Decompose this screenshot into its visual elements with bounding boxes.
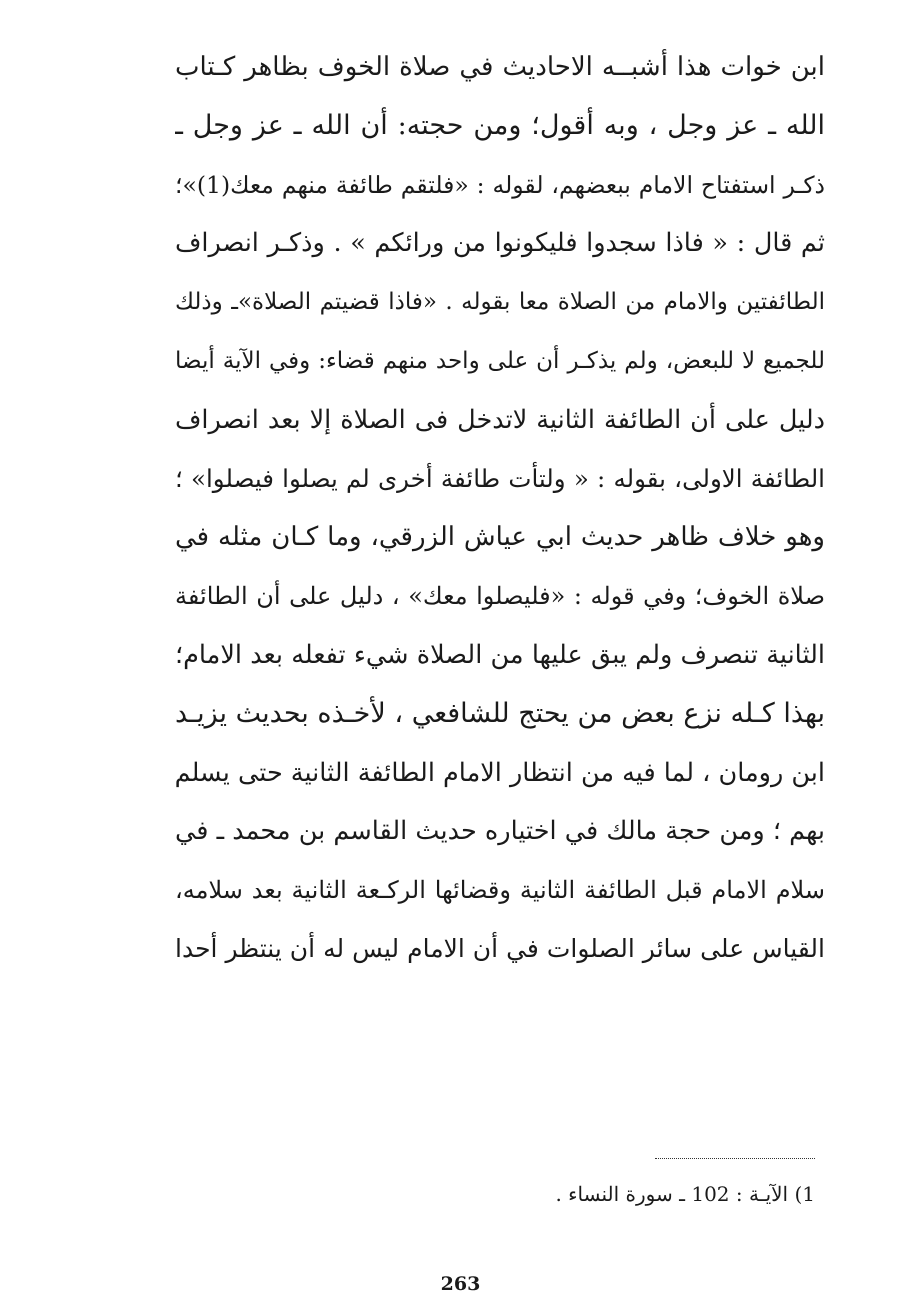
text-line: بهذا كـله نزع بعض من يحتج للشافعي ، لأخـذه بحديث يزيـد	[175, 697, 825, 729]
text-line: الثانية تنصرف ولم يبق عليها من الصلاة شيء تفعله بعد الامام؛	[175, 639, 825, 670]
text-line: بهم ؛ ومن حجة مالك في اختياره حديث القاسم بن محمد ـ في	[175, 816, 825, 847]
text-line: للجميع لا للبعض، ولم يذكـر أن على واحد منهم قضاء: وفي الآية أيضا	[175, 347, 825, 374]
text-line: ابن خوات هذا أشبــه الاحاديث في صلاة الخوف بظاهر كـتاب	[175, 52, 825, 82]
footnote: 1) الآيـة : 102 ـ سورة النساء .	[555, 1182, 815, 1206]
text-line: الطائفتين والامام من الصلاة معا بقوله . «فاذا قضيتم الصلاة»ـ وذلك	[175, 289, 825, 316]
text-line: القياس على سائر الصلوات في أن الامام ليس له أن ينتظر أحدا	[175, 933, 825, 963]
text-line: وهو خلاف ظاهر حديث ابي عياش الزرقي، وما كـان مثله في	[175, 522, 825, 553]
text-line: ابن رومان ، لما فيه من انتظار الامام الطائفة الثانية حتى يسلم	[175, 757, 825, 788]
text-line: الله ـ عز وجل ، وبه أقول؛ ومن حجته: أن الله ـ عز وجل ـ	[175, 109, 825, 141]
footnote-divider	[655, 1158, 815, 1159]
page-number: 263	[440, 1273, 481, 1295]
text-line: دليل على أن الطائفة الثانية لاتدخل فى الصلاة إلا بعد انصراف	[175, 404, 825, 435]
body-text	[175, 38, 825, 979]
text-line: ثم قال : « فاذا سجدوا فليكونوا من ورائكم » . وذكـر انصراف	[175, 228, 825, 259]
text-line: الطائفة الاولى، بقوله : « ولتأت طائفة أخرى لم يصلوا فيصلوا» ؛	[175, 463, 825, 493]
text-line: سلام الامام قبل الطائفة الثانية وقضائها الركـعة الثانية بعد سلامه،	[175, 876, 825, 905]
text-line: ذكـر استفتاح الامام ببعضهم، لقوله : «فلتقم طائفة منهم معك(1)»؛	[175, 170, 825, 199]
text-line: صلاة الخوف؛ وفي قوله : «فليصلوا معك» ، دليل على أن الطائفة	[175, 582, 825, 611]
